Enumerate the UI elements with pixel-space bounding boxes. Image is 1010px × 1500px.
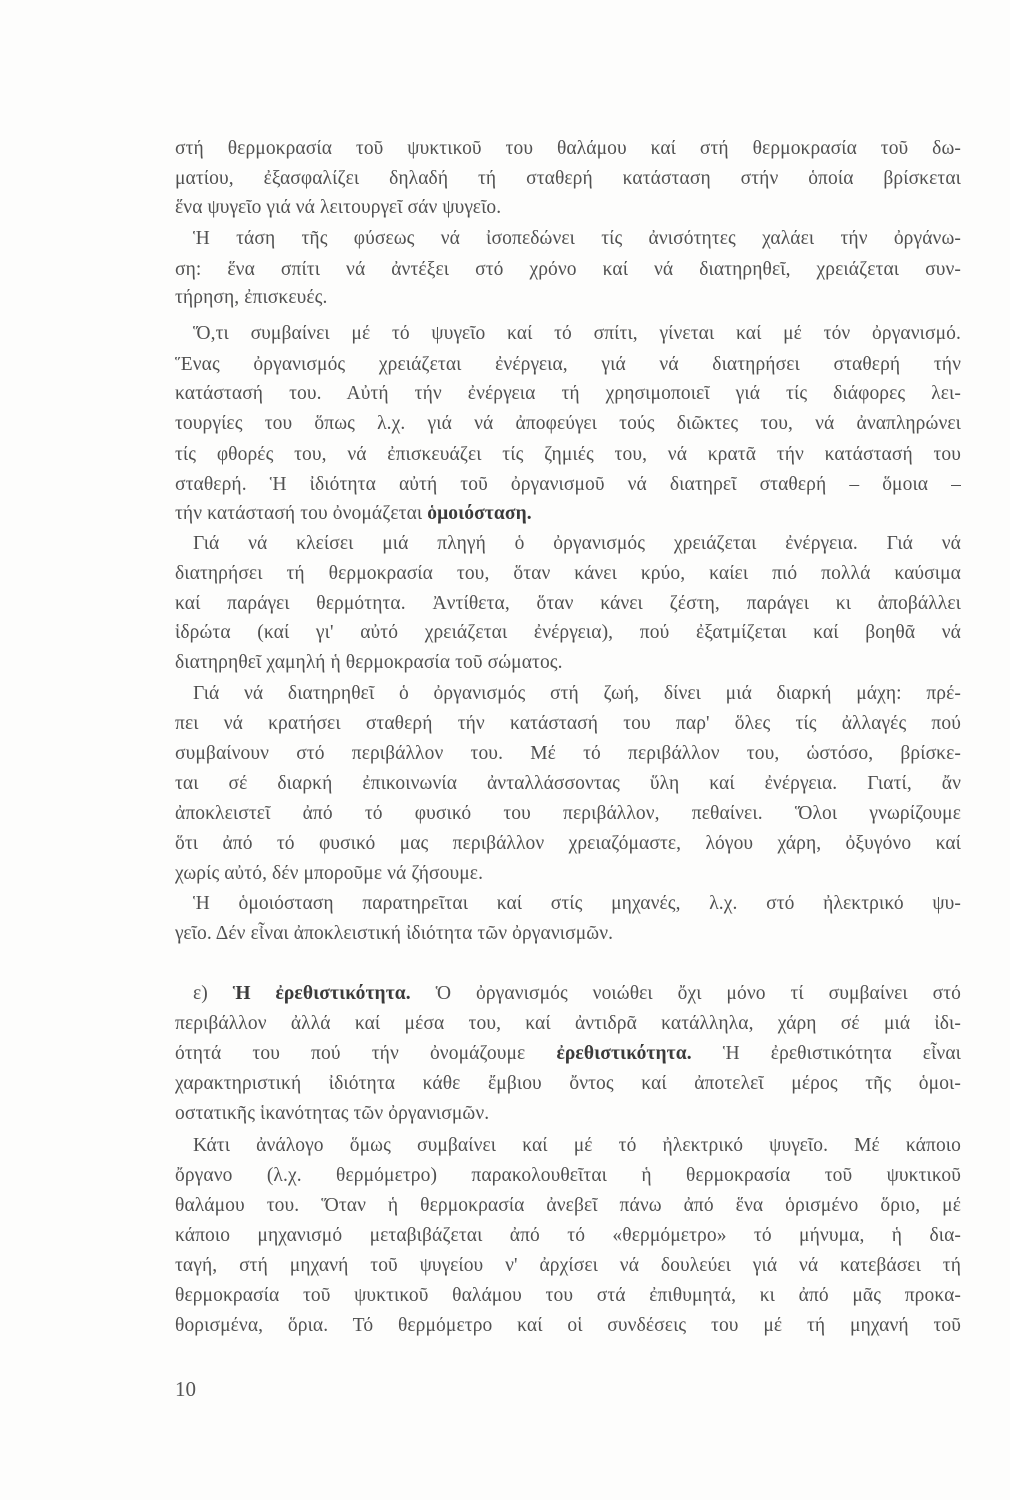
text-segment: διατηρήσει τή θερμοκρασία του, ὅταν κάνει κρύο, καίει πιό πολλά καύσιμα xyxy=(175,563,961,584)
text-line xyxy=(175,138,961,160)
paragraph-first-line xyxy=(193,683,961,705)
text-line xyxy=(175,1013,961,1035)
text-segment: τίς φθορές του, νά ἐπισκευάζει τίς ζημιές του, νά κρατᾶ τήν κατάστασή του xyxy=(175,444,961,465)
text-segment: ἀποκλειστεῖ ἀπό τό φυσικό του περιβάλλον, πεθαίνει. Ὅλοι γνωρίζουμε xyxy=(175,803,961,824)
bold-term: ὁμοιόσταση. xyxy=(427,503,532,524)
text-segment: Ὅ,τι συμβαίνει μέ τό ψυγεῖο καί τό σπίτι, γίνεται καί μέ τόν ὀργανισμό. xyxy=(193,323,961,344)
text-line xyxy=(175,503,961,525)
bold-term: Ἡ ἐρεθιστικότητα. xyxy=(232,983,411,1004)
text-segment: καί παράγει θερμότητα. Ἀντίθετα, ὅταν κάνει ζέστη, παράγει κι ἀποβάλλει xyxy=(175,593,961,614)
paragraph-first-line xyxy=(193,228,961,250)
text-segment: Ἕνας ὀργανισμός χρειάζεται ἐνέργεια, γιά νά διατηρήσει σταθερή τήν xyxy=(175,354,961,375)
text-line xyxy=(175,1315,961,1337)
paragraph-first-line xyxy=(193,983,961,1005)
text-segment: χαρακτηριστική ἰδιότητα κάθε ἔμβιου ὄντος καί ἀποτελεῖ μέρος τῆς ὁμοι- xyxy=(175,1073,961,1094)
text-segment: ἕνα ψυγεῖο γιά νά λειτουργεῖ σάν ψυγεῖο. xyxy=(175,197,502,218)
text-segment: σταθερή. Ἡ ἰδιότητα αὐτή τοῦ ὀργανισμοῦ νά διατηρεῖ σταθερή – ὅμοια – xyxy=(175,474,961,495)
page-number: 10 xyxy=(175,1377,196,1401)
text-segment: τήρηση, ἐπισκευές. xyxy=(175,287,328,308)
paragraph-first-line xyxy=(193,533,961,555)
text-line xyxy=(175,593,961,615)
text-segment: Κάτι ἀνάλογο ὅμως συμβαίνει καί μέ τό ἠλεκτρικό ψυγεῖο. Μέ κάποιο xyxy=(193,1135,961,1156)
text-segment: Ἡ ἐρεθιστικότητα εἶναι xyxy=(691,1043,962,1064)
text-line xyxy=(175,713,961,735)
text-segment: Ἡ ὁμοιόσταση παρατηρεῖται καί στίς μηχανές, λ.χ. στό ἠλεκτρικό ψυ- xyxy=(193,893,961,914)
text-line xyxy=(175,833,961,855)
text-line xyxy=(175,863,961,885)
text-segment: περιβάλλον ἀλλά καί μέσα του, καί ἀντιδρᾶ κατάλληλα, χάρη σέ μιά ἰδι- xyxy=(175,1013,961,1034)
text-segment: θαλάμου του. Ὅταν ἡ θερμοκρασία ἀνεβεῖ πάνω ἀπό ἕνα ὁρισμένο ὅριο, μέ xyxy=(175,1195,961,1216)
text-segment: Γιά νά διατηρηθεῖ ὁ ὀργανισμός στή ζωή, δίνει μιά διαρκή μάχη: πρέ- xyxy=(193,683,961,704)
text-line xyxy=(175,622,961,644)
text-segment: ε) xyxy=(193,983,233,1004)
text-segment: οστατικῆς ἱκανότητας τῶν ὀργανισμῶν. xyxy=(175,1103,490,1124)
text-line xyxy=(175,1255,961,1277)
text-segment: ται σέ διαρκή ἐπικοινωνία ἀνταλλάσσοντας ὕλη καί ἐνέργεια. Γιατί, ἄν xyxy=(175,773,961,794)
text-segment: ἱδρώτα (καί γι' αὐτό χρειάζεται ἐνέργεια), πού ἐξατμίζεται καί βοηθᾶ νά xyxy=(175,622,961,643)
text-line xyxy=(175,287,961,309)
text-line xyxy=(175,413,961,435)
text-line xyxy=(175,474,961,496)
text-segment: ὄργανο (λ.χ. θερμόμετρο) παρακολουθεῖται ἡ θερμοκρασία τοῦ ψυκτικοῦ xyxy=(175,1165,961,1186)
text-line xyxy=(175,1073,961,1095)
text-segment: ταγή, στή μηχανή τοῦ ψυγείου ν' ἀρχίσει νά δουλεύει γιά νά κατεβάσει τή xyxy=(175,1255,961,1276)
text-segment: γεῖο. Δέν εἶναι ἀποκλειστική ἰδιότητα τῶν ὀργανισμῶν. xyxy=(175,923,614,944)
text-line xyxy=(175,743,961,765)
text-line xyxy=(175,1165,961,1187)
text-segment: ὅτι ἀπό τό φυσικό μας περιβάλλον χρειαζόμαστε, λόγου χάρη, ὀξυγόνο καί xyxy=(175,833,961,854)
text-segment: στή θερμοκρασία τοῦ ψυκτικοῦ του θαλάμου καί στή θερμοκρασία τοῦ δω- xyxy=(175,138,961,159)
text-line xyxy=(175,168,961,190)
text-line xyxy=(175,383,961,405)
text-line xyxy=(175,1225,961,1247)
text-line xyxy=(175,354,961,376)
text-segment: ματίου, ἐξασφαλίζει δηλαδή τή σταθερή κατάσταση στήν ὁποία βρίσκεται xyxy=(175,168,961,189)
text-line xyxy=(175,1043,961,1065)
text-segment: κάποιο μηχανισμό μεταβιβάζεται ἀπό τό «θερμόμετρο» τό μήνυμα, ἡ δια- xyxy=(175,1225,961,1246)
text-line xyxy=(175,259,961,281)
text-segment: διατηρηθεῖ χαμηλή ἡ θερμοκρασία τοῦ σώματος. xyxy=(175,652,563,673)
text-segment: συμβαίνουν στό περιβάλλον του. Μέ τό περιβάλλον του, ὡστόσο, βρίσκε- xyxy=(175,743,961,764)
text-line xyxy=(175,773,961,795)
paragraph-first-line xyxy=(193,893,961,915)
text-segment: κατάστασή του. Αὐτή τήν ἐνέργεια τή χρησιμοποιεῖ γιά τίς διάφορες λει- xyxy=(175,383,961,404)
text-line xyxy=(175,1195,961,1217)
paragraph-first-line xyxy=(193,1135,961,1157)
text-line xyxy=(175,803,961,825)
text-segment: Ὁ ὀργανισμός νοιώθει ὄχι μόνο τί συμβαίνει στό xyxy=(410,983,961,1004)
text-line xyxy=(175,197,961,219)
bold-term: ἐρεθιστικότητα. xyxy=(556,1043,692,1064)
text-segment: Ἡ τάση τῆς φύσεως νά ἰσοπεδώνει τίς ἀνισότητες χαλάει τήν ὀργάνω- xyxy=(193,228,961,249)
text-segment: ση: ἕνα σπίτι νά ἀντέξει στό χρόνο καί νά διατηρηθεῖ, χρειάζεται συν- xyxy=(175,259,961,280)
text-segment: Γιά νά κλείσει μιά πληγή ὁ ὀργανισμός χρειάζεται ἐνέργεια. Γιά νά xyxy=(193,533,961,554)
text-segment: τουργίες του ὅπως λ.χ. γιά νά ἀποφεύγει τούς διῶκτες του, νά ἀναπληρώνει xyxy=(175,413,961,434)
text-segment: πει νά κρατήσει σταθερή τήν κατάστασή του παρ' ὅλες τίς ἀλλαγές πού xyxy=(175,713,961,734)
text-segment: θερμοκρασία τοῦ ψυκτικοῦ θαλάμου του στά ἐπιθυμητά, κι ἀπό μᾶς προκα- xyxy=(175,1285,961,1306)
text-line xyxy=(175,1103,961,1125)
text-segment: ότητά του πού τήν ὀνομάζουμε xyxy=(175,1043,557,1064)
text-segment: θορισμένα, ὅρια. Τό θερμόμετρο καί οἱ συνδέσεις του μέ τή μηχανή τοῦ xyxy=(175,1315,961,1336)
text-segment: χωρίς αὐτό, δέν μποροῦμε νά ζήσουμε. xyxy=(175,863,484,884)
text-line xyxy=(175,563,961,585)
text-line xyxy=(175,652,961,674)
text-segment: τήν κατάστασή του ὀνομάζεται xyxy=(175,503,428,524)
text-line xyxy=(175,1285,961,1307)
text-line xyxy=(175,923,961,945)
paragraph-first-line xyxy=(193,323,961,345)
text-line xyxy=(175,444,961,466)
